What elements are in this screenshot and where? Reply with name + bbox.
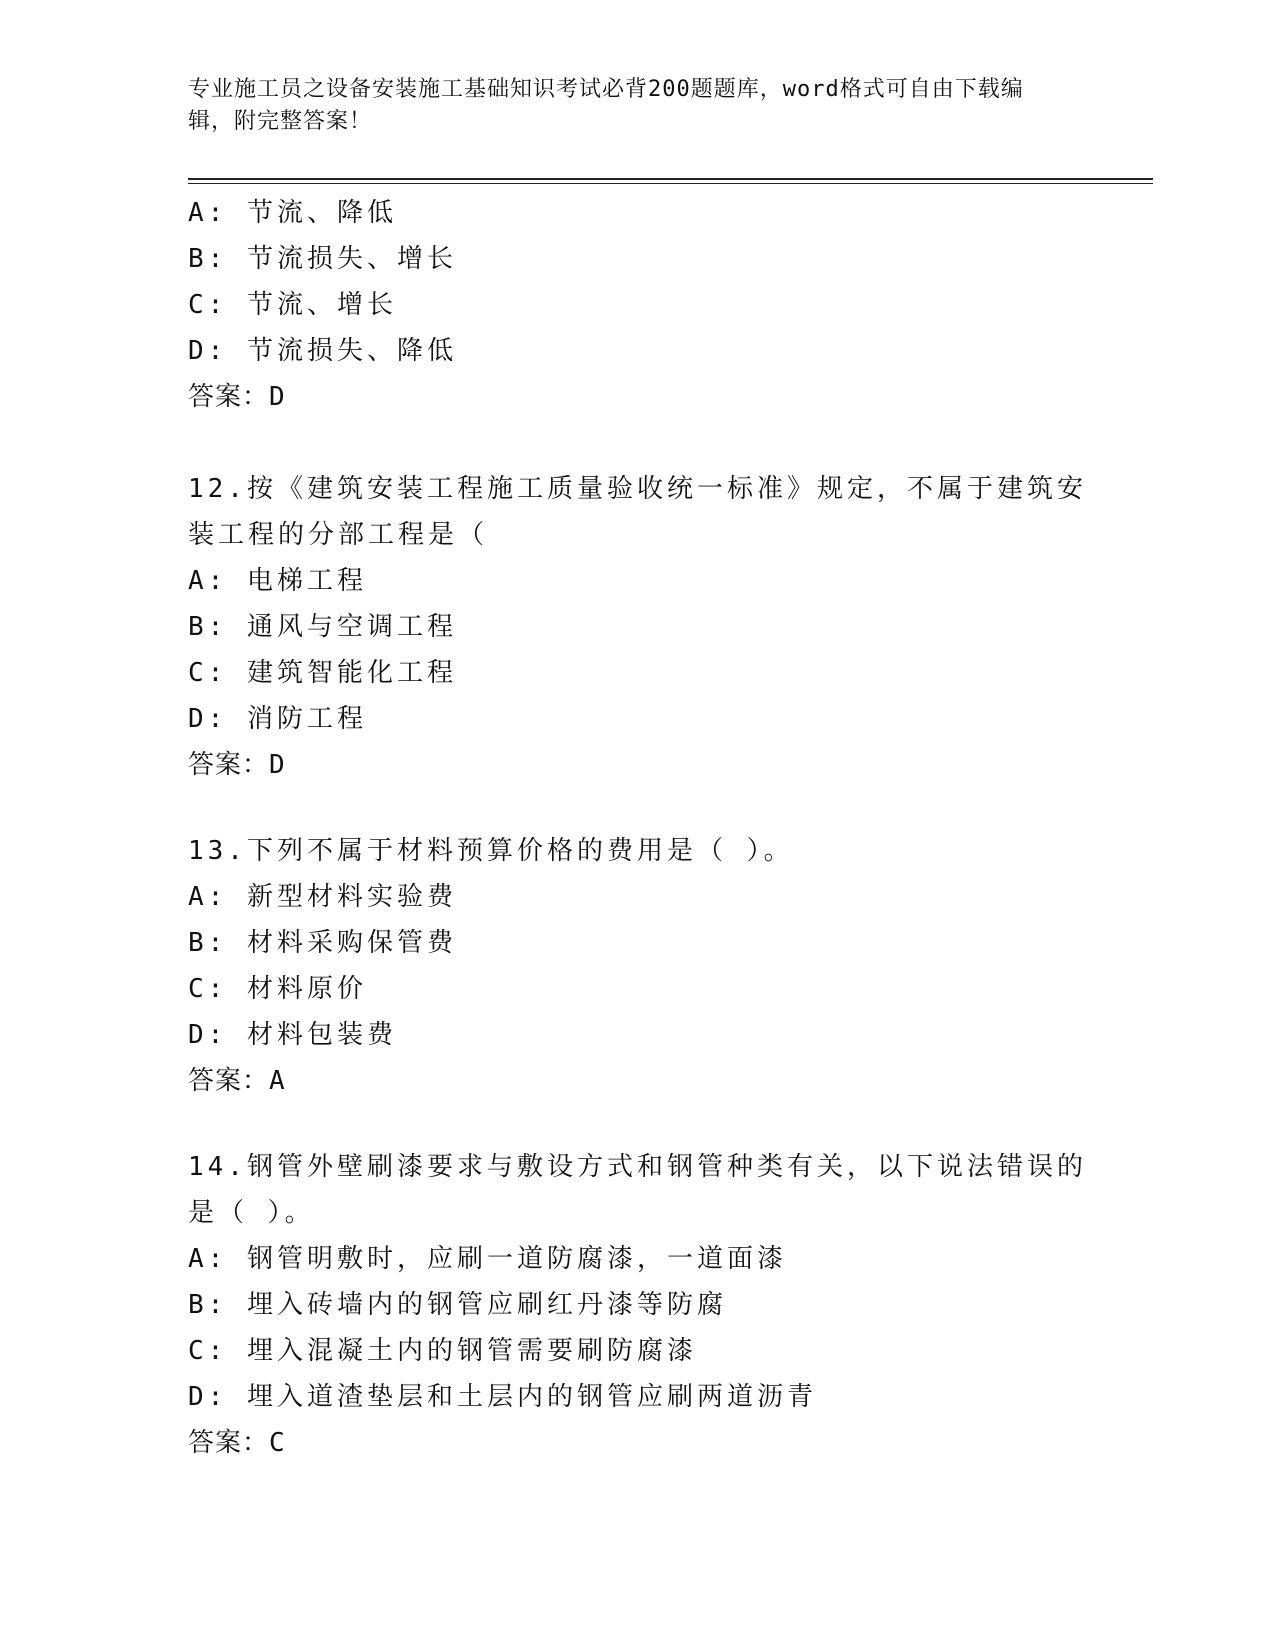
answer-label: 答案：D	[188, 382, 286, 412]
question-stem: 13.下列不属于材料预算价格的费用是（ ）。	[188, 836, 794, 866]
option-c: C: 埋入混凝土内的钢管需要刷防腐漆	[188, 1336, 697, 1366]
option-c: C: 节流、增长	[188, 290, 397, 320]
document-header: 专业施工员之设备安装施工基础知识考试必背200题题库，word格式可自由下载编辑，附完整答案！	[188, 77, 1024, 134]
option-b: B: 埋入砖墙内的钢管应刷红丹漆等防腐	[188, 1290, 727, 1320]
question-block-13	[188, 828, 1148, 1104]
option-a: A: 电梯工程	[188, 566, 367, 596]
option-c: C: 建筑智能化工程	[188, 658, 457, 688]
question-block-14	[188, 1144, 1148, 1466]
option-d: D: 节流损失、降低	[188, 336, 457, 366]
option-d: D: 消防工程	[188, 704, 367, 734]
option-b: B: 节流损失、增长	[188, 244, 457, 274]
option-a: A: 钢管明敷时，应刷一道防腐漆，一道面漆	[188, 1244, 787, 1274]
header-divider	[188, 178, 1153, 184]
option-d: D: 埋入道渣垫层和土层内的钢管应刷两道沥青	[188, 1382, 817, 1412]
answer-label: 答案：A	[188, 1066, 286, 1096]
question-stem: 14.钢管外壁刷漆要求与敷设方式和钢管种类有关，以下说法错误的是（ ）。	[188, 1152, 1087, 1228]
answer-label: 答案：D	[188, 750, 286, 780]
question-block-12	[188, 466, 1148, 788]
question-block-11	[188, 190, 1148, 420]
option-a: A: 节流、降低	[188, 198, 397, 228]
question-stem: 12.按《建筑安装工程施工质量验收统一标准》规定，不属于建筑安装工程的分部工程是（	[188, 474, 1087, 550]
option-c: C: 材料原价	[188, 974, 367, 1004]
option-b: B: 材料采购保管费	[188, 928, 457, 958]
option-a: A: 新型材料实验费	[188, 882, 457, 912]
option-b: B: 通风与空调工程	[188, 612, 457, 642]
answer-label: 答案：C	[188, 1428, 286, 1458]
question-list	[188, 190, 1148, 1466]
option-d: D: 材料包装费	[188, 1020, 397, 1050]
